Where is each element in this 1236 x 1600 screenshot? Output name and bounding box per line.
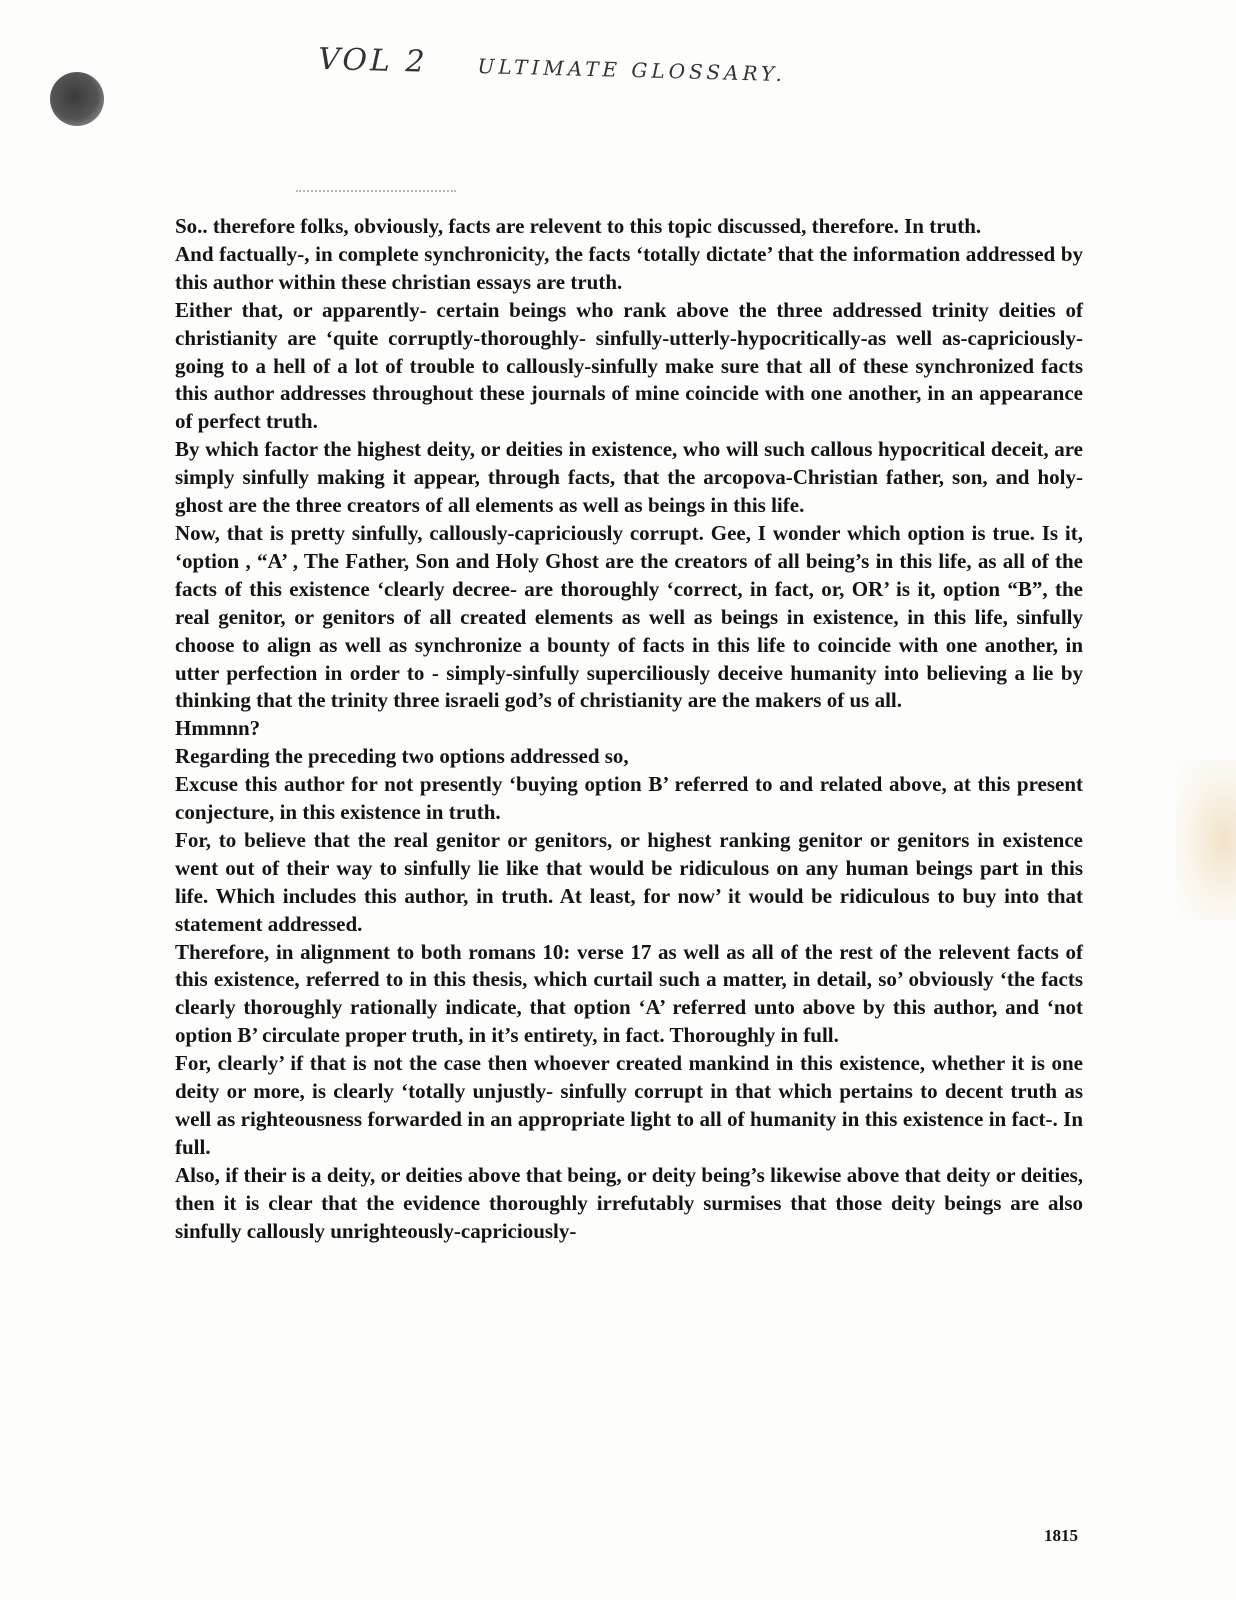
paragraph: Excuse this author for not presently ‘buying option B’ referred to and related above, at this present conjecture, in this existence in truth. bbox=[175, 772, 1083, 825]
paragraph: Hmmnn? bbox=[175, 716, 261, 741]
paragraph: For, clearly’ if that is not the case then whoever created mankind in this existence, whether it is one deity or more, is clearly ‘totally unjustly- sinfully corrupt in that which pertains to decent truth as well as righteousness forwarded in an appropriate light to all of humanity in this existence in fact-. In full. bbox=[175, 1051, 1083, 1159]
handwritten-header bbox=[317, 42, 788, 106]
body-text bbox=[175, 213, 1083, 1246]
paragraph: Either that, or apparently- certain beings who rank above the three addressed trinity deities of christianity are ‘quite corruptly-thoroughly- sinfully-utterly-hypocritically-as well as-capriciously- going to a hell of a lot of trouble to callously-sinfully make sure that all of these synchronized facts this author addresses throughout these journals of mine coincide with one another, in an appearance of perfect truth. bbox=[175, 297, 1083, 434]
paragraph: Also, if their is a deity, or deities above that being, or deity being’s likewise above that deity or deities, then it is clear that the evidence thoroughly irrefutably surmises that those deity beings are also sinfully callously unrighteously-capriciously- bbox=[175, 1162, 1083, 1243]
punch-hole bbox=[50, 72, 104, 126]
paragraph: Regarding the preceding two options addressed so, bbox=[175, 744, 629, 769]
paper-stain bbox=[1176, 760, 1236, 920]
paragraph: Therefore, in alignment to both romans 10: verse 17 as well as all of the rest of the relevent facts of this existence, referred to in this thesis, which curtail such a matter, in detail, so’ obviously ‘the facts clearly thoroughly rationally indicate, that option ‘A’ referred unto above by this author, and ‘not option B’ circulate proper truth, in it’s entirety, in fact. Thoroughly in full. bbox=[175, 939, 1083, 1048]
page-number: 1815 bbox=[1044, 1526, 1078, 1545]
paragraph: For, to believe that the real genitor or genitors, or highest ranking genitor or genitors in existence went out of their way to sinfully lie like that would be ridiculous on any human beings part in this life. Which includes this author, in truth. At least, for now’ it would be ridiculous to buy into that statement addressed. bbox=[175, 827, 1083, 936]
volume-note: VOL 2 bbox=[317, 41, 429, 80]
paragraph: So.. therefore folks, obviously, facts are relevent to this topic discussed, therefore. In truth. bbox=[175, 214, 982, 238]
scan-artifact bbox=[296, 190, 456, 198]
paragraph: And factually-, in complete synchronicity, the facts ‘totally dictate’ that the information addressed by this author within these christian essays are truth. bbox=[175, 241, 1083, 294]
paragraph: Now, that is pretty sinfully, callously-capriciously corrupt. Gee, I wonder which option is true. Is it, ‘option , “A’ , The Father, Son and Holy Ghost are the creators of all being’s in this life, as all of the facts of this existence ‘clearly decree- are thoroughly ‘correct, in fact, or, OR’ is it, option “B”, the real genitor, or genitors of all created elements as well as beings in existence, in this life, sinfully choose to align as well as synchronize a bounty of facts in this life to coincide with one another, in utter perfection in order to - simply-sinfully superciliously deceive humanity into believing a lie by thinking that the trinity three israeli god’s of christianity are the makers of us all. bbox=[175, 520, 1083, 713]
paragraph: By which factor the highest deity, or deities in existence, who will such callous hypocritical deceit, are simply sinfully making it appear, through facts, that the arcopova-Christian father, son, and holy-ghost are the three creators of all elements as well as beings in this life. bbox=[175, 437, 1083, 518]
title-note: ULTIMATE GLOSSARY. bbox=[477, 54, 787, 87]
